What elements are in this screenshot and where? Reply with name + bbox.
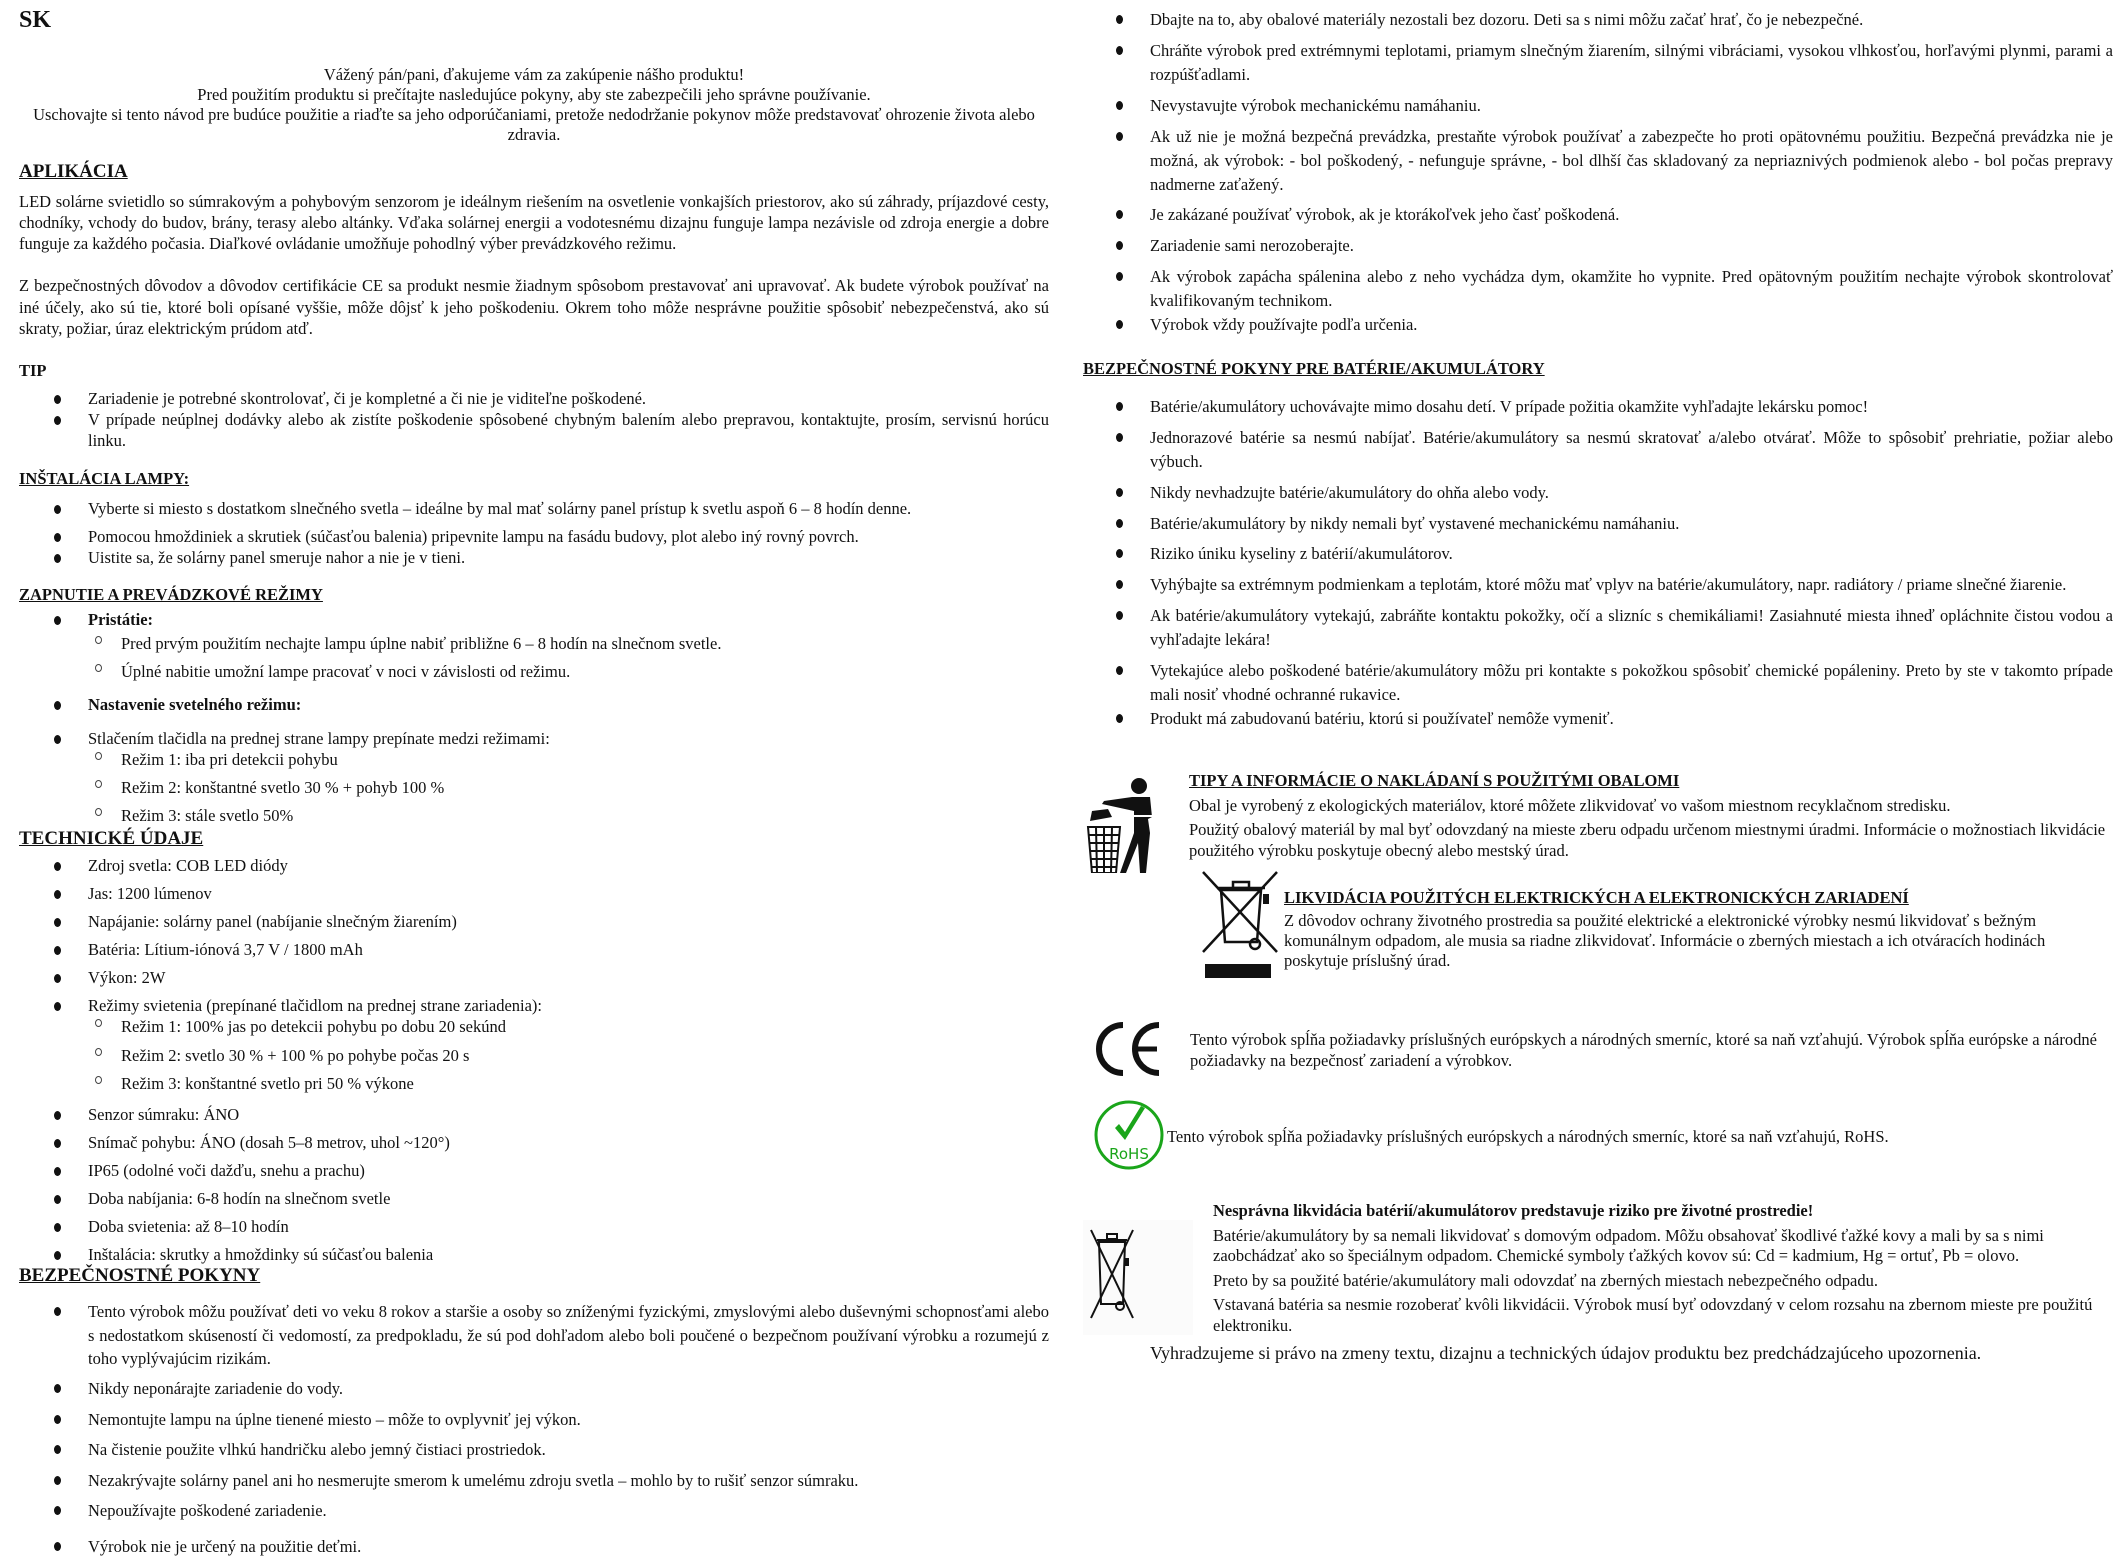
list-item: Jednorazové batérie sa nesmú nabíjať. Batérie/akumulátory sa nesmú skratovať a/alebo otvárať. Môže to spôsobiť prehriatie, požiar alebo výbuch. bbox=[1083, 426, 2113, 474]
weee-section bbox=[1083, 870, 2113, 990]
list-item: Stlačením tlačidla na prednej strane lampy prepínate medzi režimami: bbox=[19, 728, 1049, 749]
list-item: Nevystavujte výrobok mechanickému namáhaniu. bbox=[1083, 94, 2113, 118]
section-heading: LIKVIDÁCIA POUŽITÝCH ELEKTRICKÝCH A ELEKTRONICKÝCH ZARIADENÍ bbox=[1284, 888, 1909, 907]
language-code: SK bbox=[19, 7, 52, 33]
tidyman-litter-icon bbox=[1086, 777, 1162, 873]
paragraph: Z bezpečnostných dôvodov a dôvodov certifikácie CE sa produkt nesmie žiadnym spôsobom prestavovať ani upravovať. Ak budete výrobok používať na iné účely, ako sú tie, ktoré boli opísané vyššie, môže dôjsť k jeho poškodeniu. Okrem toho môže nesprávne použitie spôsobiť nebezpečenstvá, ako sú skraty, požiar, úraz elektrickým prúdom atď. bbox=[19, 276, 1049, 338]
list-item: Vyberte si miesto s dostatkom slnečného svetla – ideálne by mal mať solárny panel prístup k svetlu aspoň 6 – 8 hodín denne. bbox=[19, 498, 1049, 519]
footer-disclaimer: Vyhradzujeme si právo na zmeny textu, dizajnu a technických údajov produktu bez predchádzajúceho upozornenia. bbox=[1150, 1343, 1982, 1363]
list-item: Chráňte výrobok pred extrémnymi teplotami, priamym slnečným žiarením, silnými vibráciami, vysokou vlhkosťou, horľavými plynmi, parami a rozpúšťadlami. bbox=[1083, 39, 2113, 87]
paragraph: LED solárne svietidlo so súmrakovým a pohybovým senzorom je ideálnym riešením na osvetlenie vonkajších priestorov, ako sú záhrady, príjazdové cesty, chodníky, vchody do budov, brány, terasy alebo altánky. Vďaka solárnej energii a vodotesnému dizajnu funguje lampa nezávisle od zdroja energie a dobre funguje za každého počasia. Diaľkové ovládanie umožňuje pohodlný výber prevádzkového režimu. bbox=[19, 192, 1049, 254]
installation-list bbox=[19, 498, 1049, 568]
section-heading: TECHNICKÉ ÚDAJE bbox=[19, 827, 204, 849]
intro-line: Uschovajte si tento návod pre budúce použitie a riaďte sa jeho odporúčaniami, pretože nedodržanie pokynov môže predstavovať ohrozenie života alebo zdravia. bbox=[33, 105, 1035, 145]
paragraph: Z dôvodov ochrany životného prostredia sa použité elektrické a elektronické výrobky nesmú likvidovať s bežným komunálnym odpadom, ale musia sa riadne zlikvidovať. Informácie o zberných miestach a ich otváracích hodinách poskytuje príslušný úrad. bbox=[1284, 910, 2046, 971]
list-item: Nikdy nevhadzujte batérie/akumulátory do ohňa alebo vody. bbox=[1083, 481, 2113, 505]
section-heading: INŠTALÁCIA LAMPY: bbox=[19, 469, 190, 489]
list-item: Nepoužívajte poškodené zariadenie. bbox=[19, 1499, 1049, 1522]
intro-line: Pred použitím produktu si prečítajte nasledujúce pokyny, aby ste zabezpečili jeho správne používanie. bbox=[197, 84, 871, 104]
list-item: Batérie/akumulátory by nikdy nemali byť vystavené mechanickému namáhaniu. bbox=[1083, 512, 2113, 536]
application-section bbox=[19, 161, 1049, 338]
crossed-bin-icon bbox=[1089, 1228, 1135, 1320]
rohs-check-icon bbox=[1093, 1098, 1165, 1172]
tip-list bbox=[19, 388, 1049, 451]
list-item: Výrobok vždy používajte podľa určenia. bbox=[1083, 313, 2113, 337]
list-item: Vyhýbajte sa extrémnym podmienkam a teplotám, ktoré môžu mať vplyv na batérie/akumulátory, napr. radiátory / priame slnečné žiarenie. bbox=[1083, 573, 2113, 597]
list-item-mode-setting: Nastavenie svetelného režimu: bbox=[19, 694, 1049, 715]
left-column bbox=[19, 0, 1049, 1558]
list-item: Ak výrobok zapácha spálenina alebo z neho vychádza dym, okamžite ho vypnite. Pred opätovným použitím nechajte výrobok skontrolovať kvalifikovaným technikom. bbox=[1083, 265, 2113, 313]
section-heading: BEZPEČNOSTNÉ POKYNY bbox=[19, 1265, 261, 1287]
section-heading: ZAPNUTIE A PREVÁDZKOVÉ REŽIMY bbox=[19, 585, 323, 605]
list-item: Uistite sa, že solárny panel smeruje nahor a nie je v tieni. bbox=[19, 547, 1049, 568]
list-item: Výrobok nie je určený na použitie deťmi. bbox=[19, 1535, 1049, 1558]
list-item: Vytekajúce alebo poškodené batérie/akumulátory môžu pri kontakte s pokožkou spôsobiť chemické popáleniny. Preto by ste v takomto prípade mali nosiť vhodné ochranné rukavice. bbox=[1083, 659, 2113, 707]
technical-list-2 bbox=[19, 1104, 1049, 1266]
crossed-bin-icon bbox=[1201, 870, 1285, 982]
list-item: Na čistenie použite vlhkú handričku alebo jemný čistiaci prostriedok. bbox=[19, 1438, 1049, 1461]
operation-list bbox=[19, 609, 1049, 630]
spec-item: Jas: 1200 lúmenov bbox=[19, 883, 1049, 904]
packaging-text bbox=[1189, 771, 2109, 861]
ce-text: Tento výrobok spĺňa požiadavky príslušných európskych a národných smerníc, ktoré sa naň vzťahujú. Výrobok spĺňa európske a národné požiadavky na bezpečnosť zariadení a výrobkov. bbox=[1190, 1030, 2097, 1070]
paragraph: Obal je vyrobený z ekologických materiálov, ktoré môžete zlikvidovať vo vašom miestnom recyklačnom stredisku. bbox=[1189, 795, 1951, 815]
rohs-label: RoHS bbox=[1109, 1145, 1149, 1163]
intro bbox=[19, 65, 1049, 146]
section-heading: APLIKÁCIA bbox=[19, 161, 128, 183]
list-item: Nemontujte lampu na úplne tienené miesto – môže to ovplyvniť jej výkon. bbox=[19, 1408, 1049, 1431]
safety-list-left bbox=[19, 1300, 1049, 1558]
list-item: Nikdy neponárajte zariadenie do vody. bbox=[19, 1377, 1049, 1400]
paragraph: Batérie/akumulátory by sa nemali likvidovať s domovým odpadom. Môžu obsahovať škodlivé ťažké kovy a mali by sa s nimi zaobchádzať ako so špeciálnym odpadom. Chemické symboly ťažkých kovov sú: Cd = kadmium, Hg = ortuť, Pb = olovo. bbox=[1213, 1226, 2044, 1266]
spec-item: Snímač pohybu: ÁNO (dosah 5–8 metrov, uhol ~120°) bbox=[19, 1132, 1049, 1153]
technical-section bbox=[19, 828, 1049, 1265]
technical-modes-sublist bbox=[19, 1016, 1049, 1093]
list-item: Tento výrobok môžu používať deti vo veku 8 rokov a staršie a osoby so zníženými fyzickými, zmyslovými alebo duševnými schopnosťami alebo s nedostatkom skúseností či vedomostí, za predpokladu, že sú pod dohľadom alebo boli poučené o bezpečnom používaní výrobku a rozumejú z toho vyplývajúcim rizikám. bbox=[19, 1300, 1049, 1370]
list-item: Nezakrývajte solárny panel ani ho nesmerujte smerom k umelému zdroju svetla – mohlo by to rušiť senzor súmraku. bbox=[19, 1469, 1049, 1492]
section-heading: BEZPEČNOSTNÉ POKYNY PRE BATÉRIE/AKUMULÁTORY bbox=[1083, 359, 1545, 379]
spec-item: Režimy svietenia (prepínané tlačidlom na prednej strane zariadenia): bbox=[19, 995, 1049, 1016]
sublist-item: Režim 1: iba pri detekcii pohybu bbox=[19, 749, 1049, 770]
list-item-first-use: Pristátie: bbox=[19, 609, 1049, 630]
safety-section bbox=[19, 1265, 1049, 1558]
sublist-item: Režim 2: svetlo 30 % + 100 % po pohybe počas 20 s bbox=[19, 1045, 1049, 1066]
list-item: Riziko úniku kyseliny z batérií/akumulátorov. bbox=[1083, 542, 2113, 566]
operation-section bbox=[19, 585, 1049, 826]
spec-item: Senzor súmraku: ÁNO bbox=[19, 1104, 1049, 1125]
battery-disposal-title: Nesprávna likvidácia batérií/akumulátorov predstavuje riziko pre životné prostredie! bbox=[1213, 1201, 1814, 1220]
paragraph: Preto by sa použité batérie/akumulátory mali odovzdať na zberných miestach nebezpečného odpadu. bbox=[1213, 1271, 1878, 1291]
list-item: Je zakázané používať výrobok, ak je ktorákoľvek jeho časť poškodená. bbox=[1083, 203, 2113, 227]
modes-sublist bbox=[19, 749, 1049, 826]
spec-item: Napájanie: solárny panel (nabíjanie slnečným žiarením) bbox=[19, 911, 1049, 932]
paragraph: Vstavaná batéria sa nesmie rozoberať kvôli likvidácii. Výrobok musí byť odovzdaný v celom rozsahu na zbernom mieste pre použitú elektroniku. bbox=[1213, 1295, 2093, 1335]
list-item: Dbajte na to, aby obalové materiály nezostali bez dozoru. Deti sa s nimi môžu začať hrať, čo je nebezpečné. bbox=[1083, 8, 2113, 32]
list-item: Zariadenie je potrebné skontrolovať, či je kompletné a či nie je viditeľne poškodené. bbox=[19, 388, 1049, 409]
spec-item: Doba nabíjania: 6-8 hodín na slnečnom svetle bbox=[19, 1188, 1049, 1209]
spec-item: Zdroj svetla: COB LED diódy bbox=[19, 855, 1049, 876]
paragraph: Použitý obalový materiál by mal byť odovzdaný na mieste zberu odpadu určenom miestnymi úradmi. Informácie o možnostiach likvidácie použitého výrobku poskytuje obecný alebo mestský úrad. bbox=[1189, 819, 2106, 861]
list-item: Zariadenie sami nerozoberajte. bbox=[1083, 234, 2113, 258]
technical-list bbox=[19, 855, 1049, 1017]
spec-item: IP65 (odolné voči dažďu, snehu a prachu) bbox=[19, 1160, 1049, 1181]
sublist-item: Režim 3: konštantné svetlo pri 50 % výkone bbox=[19, 1073, 1049, 1094]
battery-safety-list bbox=[1083, 395, 2113, 731]
sublist-item: Režim 1: 100% jas po detekcii pohybu po dobu 20 sekúnd bbox=[19, 1016, 1049, 1037]
spec-item: Inštalácia: skrutky a hmoždinky sú súčasťou balenia bbox=[19, 1244, 1049, 1265]
first-use-sublist bbox=[19, 633, 1049, 682]
rohs-section bbox=[1083, 1098, 2113, 1178]
list-item: Batérie/akumulátory uchovávajte mimo dosahu detí. V prípade požitia okamžite vyhľadajte lekársku pomoc! bbox=[1083, 395, 2113, 419]
safety-list-right bbox=[1083, 8, 2113, 337]
sublist-item: Režim 2: konštantné svetlo 30 % + pohyb 100 % bbox=[19, 777, 1049, 798]
section-heading: TIPY A INFORMÁCIE O NAKLÁDANÍ S POUŽITÝMI OBALOMI bbox=[1189, 771, 1680, 790]
tip-section bbox=[19, 360, 1049, 451]
operation-list-2 bbox=[19, 694, 1049, 748]
battery-disposal-text bbox=[1213, 1200, 2103, 1336]
rohs-text: Tento výrobok spĺňa požiadavky príslušných európskych a národných smerníc, ktoré sa naň vzťahujú, RoHS. bbox=[1167, 1127, 1889, 1146]
list-item: Produkt má zabudovanú batériu, ktorú si používateľ nemôže vymeniť. bbox=[1083, 707, 2113, 731]
spec-item: Batéria: Lítium-iónová 3,7 V / 1800 mAh bbox=[19, 939, 1049, 960]
packaging-section bbox=[1083, 765, 2113, 875]
list-item: Pomocou hmoždiniek a skrutiek (súčasťou balenia) pripevnite lampu na fasádu budovy, plot alebo iný rovný povrch. bbox=[19, 526, 1049, 547]
sublist-item: Režim 3: stále svetlo 50% bbox=[19, 805, 1049, 826]
battery-safety-section bbox=[1083, 359, 2113, 731]
spec-item: Výkon: 2W bbox=[19, 967, 1049, 988]
sublist-item: Úplné nabitie umožní lampe pracovať v noci v závislosti od režimu. bbox=[19, 661, 1049, 682]
section-heading: TIP bbox=[19, 360, 47, 380]
list-item: Ak už nie je možná bezpečná prevádzka, prestaňte výrobok používať a zabezpečte ho proti opätovnému použitiu. Bezpečná prevádzka nie je možná, ak výrobok: - bol poškodený, - nefunguje správne, - bol dlhší čas skladovaný za nepriaznivých podmienok alebo - bol počas prepravy nadmerne zaťažený. bbox=[1083, 125, 2113, 197]
sublist-item: Pred prvým použitím nechajte lampu úplne nabiť približne 6 – 8 hodín na slnečnom svetle. bbox=[19, 633, 1049, 654]
ce-mark-icon bbox=[1093, 1021, 1165, 1077]
ce-section bbox=[1083, 1018, 2113, 1088]
weee-text bbox=[1284, 888, 2104, 971]
battery-disposal-section bbox=[1083, 1200, 2113, 1340]
intro-line: Vážený pán/pani, ďakujeme vám za zakúpenie nášho produktu! bbox=[323, 64, 745, 84]
spec-item: Doba svietenia: až 8–10 hodín bbox=[19, 1216, 1049, 1237]
list-item: Ak batérie/akumulátory vytekajú, zabráňte kontaktu pokožky, očí a slizníc s chemikáliami! Zasiahnuté miesta ihneď opláchnite čistou vodou a vyhľadajte lekára! bbox=[1083, 604, 2113, 652]
installation-section bbox=[19, 469, 1049, 568]
right-column bbox=[1083, 0, 2113, 731]
list-item: V prípade neúplnej dodávky alebo ak zistíte poškodenie spôsobené chybným balením alebo prepravou, kontaktujte, prosím, servisnú horúcu linku. bbox=[19, 409, 1049, 451]
